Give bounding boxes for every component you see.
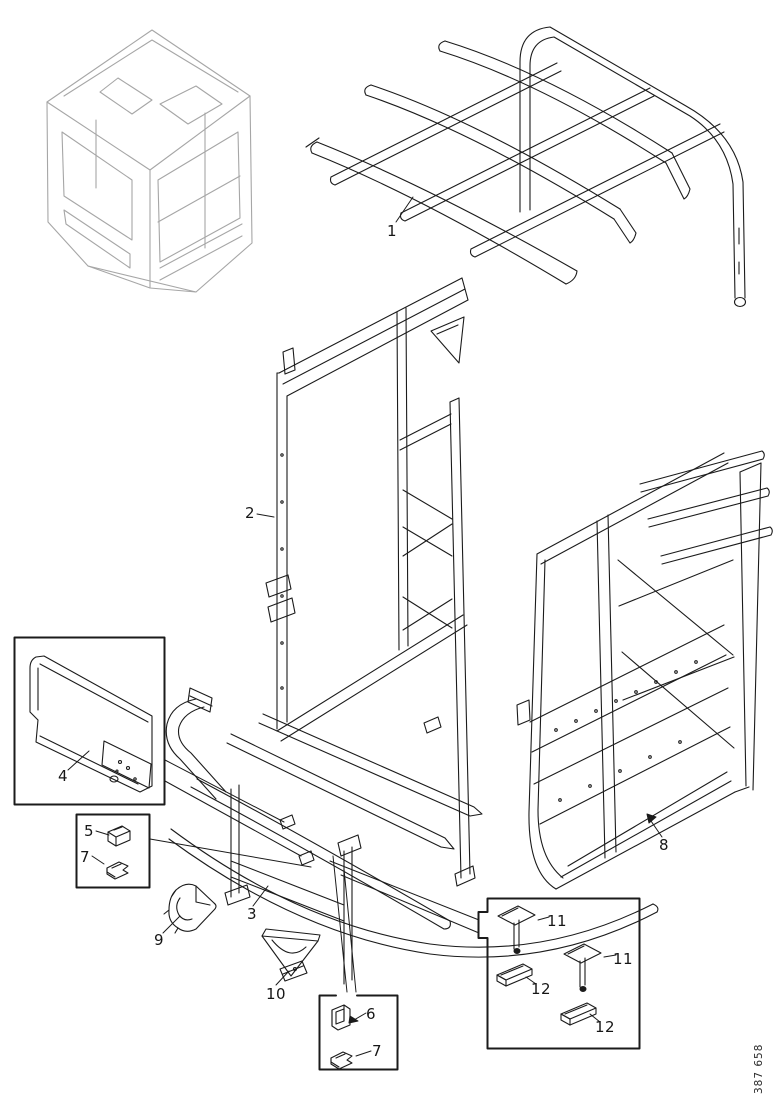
clip-part-7-upper: [107, 862, 128, 879]
roof-frame-part-1: [306, 27, 746, 307]
clip-part-5: [108, 826, 130, 846]
bracket-part-10: [262, 929, 320, 981]
callout-label-8: 8: [658, 836, 670, 854]
callout-label-3: 3: [246, 905, 258, 923]
rear-frame-part-8: [517, 451, 772, 889]
callout-label-12b: 12: [594, 1018, 616, 1036]
callout-label-12a: 12: [530, 980, 552, 998]
callout-label-7a: 7: [79, 848, 91, 866]
leader-lines: [68, 197, 662, 1056]
clip-part-7-lower: [331, 1052, 352, 1069]
callout-label-5: 5: [83, 822, 95, 840]
callout-label-11a: 11: [546, 912, 568, 930]
callout-label-2: 2: [244, 504, 256, 522]
callout-label-7b: 7: [371, 1042, 383, 1060]
cab-overview-ghost: [47, 30, 252, 292]
callout-label-4: 4: [57, 767, 69, 785]
bracket-part-12-a: [497, 964, 532, 986]
callout-box-part-4: [15, 638, 165, 805]
callout-label-1: 1: [386, 222, 398, 240]
panel-part-4: [30, 656, 152, 792]
callout-label-10: 10: [265, 985, 287, 1003]
bracket-part-9: [164, 884, 216, 933]
bracket-part-11-b: [564, 944, 601, 992]
callout-label-9: 9: [153, 931, 165, 949]
callout-label-11b: 11: [612, 950, 634, 968]
figure-number: 387 658: [753, 1043, 765, 1094]
side-frame-part-2: [266, 278, 475, 886]
base-frame-part-3: [166, 688, 658, 984]
clip-part-6: [332, 1005, 350, 1030]
callout-label-6: 6: [365, 1005, 377, 1023]
